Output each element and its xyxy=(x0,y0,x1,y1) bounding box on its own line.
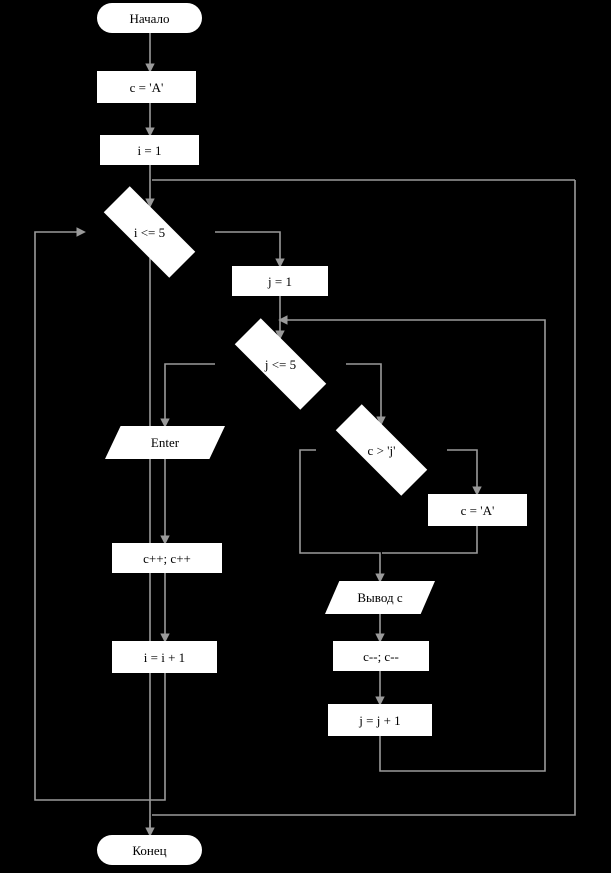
node-i-condition xyxy=(84,206,215,258)
node-i-increment xyxy=(112,641,217,673)
node-label: Вывод c xyxy=(357,590,403,605)
node-c-decrement xyxy=(333,641,429,671)
node-i-init xyxy=(100,135,199,165)
node-c-condition xyxy=(316,424,447,476)
node-label: i <= 5 xyxy=(133,224,166,240)
node-label: j = 1 xyxy=(268,273,292,289)
node-label: c = 'A' xyxy=(129,79,164,95)
node-end xyxy=(97,835,202,865)
node-label: i = i + 1 xyxy=(143,649,186,665)
node-label: Enter xyxy=(150,435,180,450)
node-c-reset xyxy=(428,494,527,526)
node-label: c++; c++ xyxy=(143,550,191,566)
node-label: j = j + 1 xyxy=(359,712,401,728)
node-c-increment xyxy=(112,543,222,573)
node-label: c--; c-- xyxy=(363,648,399,664)
node-j-increment xyxy=(328,704,432,736)
node-label: Конец xyxy=(132,842,167,858)
node-enter-input xyxy=(105,426,225,459)
node-label: c = 'A' xyxy=(460,502,495,518)
node-j-init xyxy=(232,266,328,296)
node-label: c > 'j' xyxy=(367,442,396,458)
node-label: Начало xyxy=(129,10,170,26)
node-j-condition xyxy=(215,338,346,390)
node-c-init xyxy=(97,71,196,103)
node-label: i = 1 xyxy=(137,142,162,158)
node-start xyxy=(97,3,202,33)
node-print-c xyxy=(325,581,435,614)
node-label: j <= 5 xyxy=(264,356,297,372)
